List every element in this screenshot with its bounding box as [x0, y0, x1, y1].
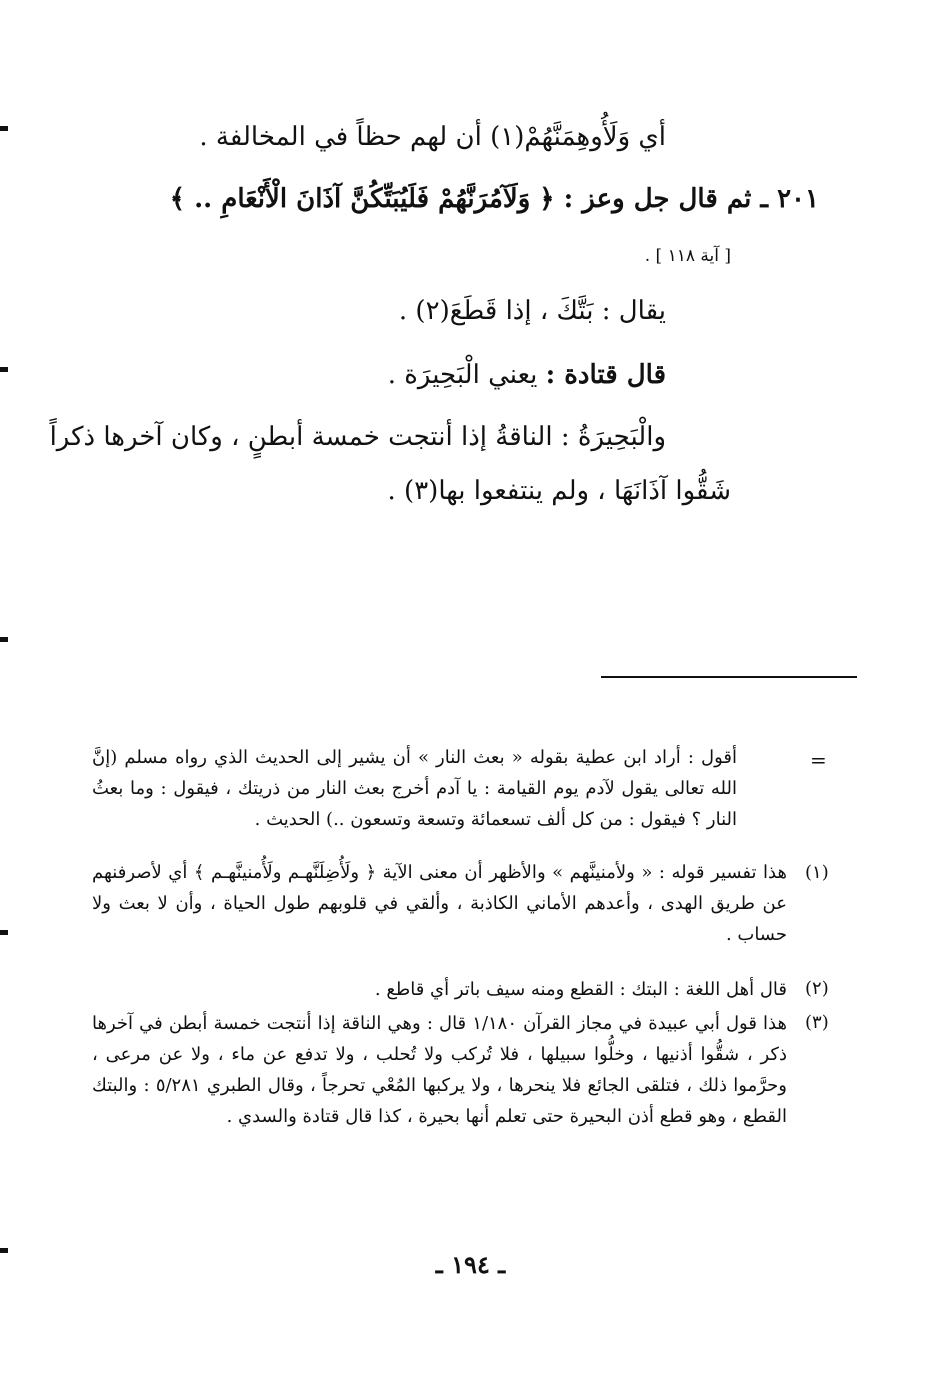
text-line-6: والْبَحِيرَةُ : الناقةُ إذا أنتجت خمسة أبطنٍ ، وكان آخرها ذكراً: [49, 422, 666, 452]
scan-edge-mark: [0, 126, 8, 131]
footnote-continuation: أقول : أراد ابن عطية بقوله « بعث النار » أن يشير إلى الحديث الذي رواه مسلم (إنَّ الله تعالى يقول لآدم يوم القيامة : يا آدم أخرج بعث النار من ذريتك ، فيقول : وما بعثُ النار ؟ فيقول : من كل ألف تسعمائة وتسعة وتسعون ..) الحديث .: [92, 747, 737, 830]
verse-reference: [ آية ١١٨ ] .: [644, 246, 731, 266]
footnote-1: هذا تفسير قوله : « ولأمنينَّهم » والأظهر أن معنى الآية ﴿ ولَأُضِلَنَّهـم ولَأُمنينَّهـم ﴾ أي لأصرفنهم عن طريق الهدى ، وأعدهم الأماني الكاذبة ، وألقي في قلوبهم طول الحياة ، وأن لا بعث ولا حساب .: [92, 862, 787, 945]
scan-edge-mark: [0, 637, 8, 642]
text-line-5: [388, 360, 666, 390]
heading-201-prefix: ٢٠١ ـ ثم قال جل وعز :: [563, 184, 819, 214]
footnote-1-number: (١): [805, 862, 829, 883]
heading-201: [170, 184, 819, 214]
footnote-2: قال أهل اللغة : البتك : القطع ومنه سيف باتر أي قاطع .: [374, 979, 787, 1000]
scan-edge-mark: [0, 930, 8, 935]
continuation-mark: =: [810, 748, 827, 772]
quran-verse: ﴿ وَلَآمُرَنَّهُمْ فَلَيُبَتِّكُنَّ آذَانَ الْأَنْعَامِ .. ﴾: [169, 184, 555, 214]
text-line-4: يقال : بَتَّكَ ، إذا قَطَعَ(٢) .: [398, 296, 666, 326]
text-line-1: أي وَلَأُوهِمَنَّهُمْ(١) أن لهم حظاً في المخالفة .: [199, 122, 666, 152]
qatada-text: يعني الْبَحِيرَة .: [387, 360, 538, 390]
footnote-3-number: (٣): [805, 1012, 829, 1033]
scan-edge-mark: [0, 367, 8, 372]
qatada-label: قال قتادة :: [545, 360, 666, 390]
page-number: ـ ١٩٤ ـ: [435, 1250, 506, 1279]
text-line-7: شَقُّوا آذَانَهَا ، ولم ينتفعوا بها(٣) .: [387, 476, 731, 506]
footnote-divider: [601, 676, 857, 678]
footnote-2-number: (٢): [805, 978, 829, 999]
footnote-3: هذا قول أبي عبيدة في مجاز القرآن ١/١٨٠ قال : وهي الناقة إذا أنتجت خمسة أبطن في آخرها ذكر ، شقُّوا أذنيها ، وخلُّوا سبيلها ، فلا تُركب ولا تُحلب ، ولا تدفع عن ماء ، ولا عن مرعى ، وحرَّموا ذلك ، فتلقى الجائع فلا ينحرها ، ولا يركبها المُعْي تحرجاً ، وقال الطبري ٥/٢٨١ : والبتك القطع ، وهو قطع أذن البحيرة حتى تعلم أنها بحيرة ، كذا قال قتادة والسدي .: [92, 1013, 788, 1127]
